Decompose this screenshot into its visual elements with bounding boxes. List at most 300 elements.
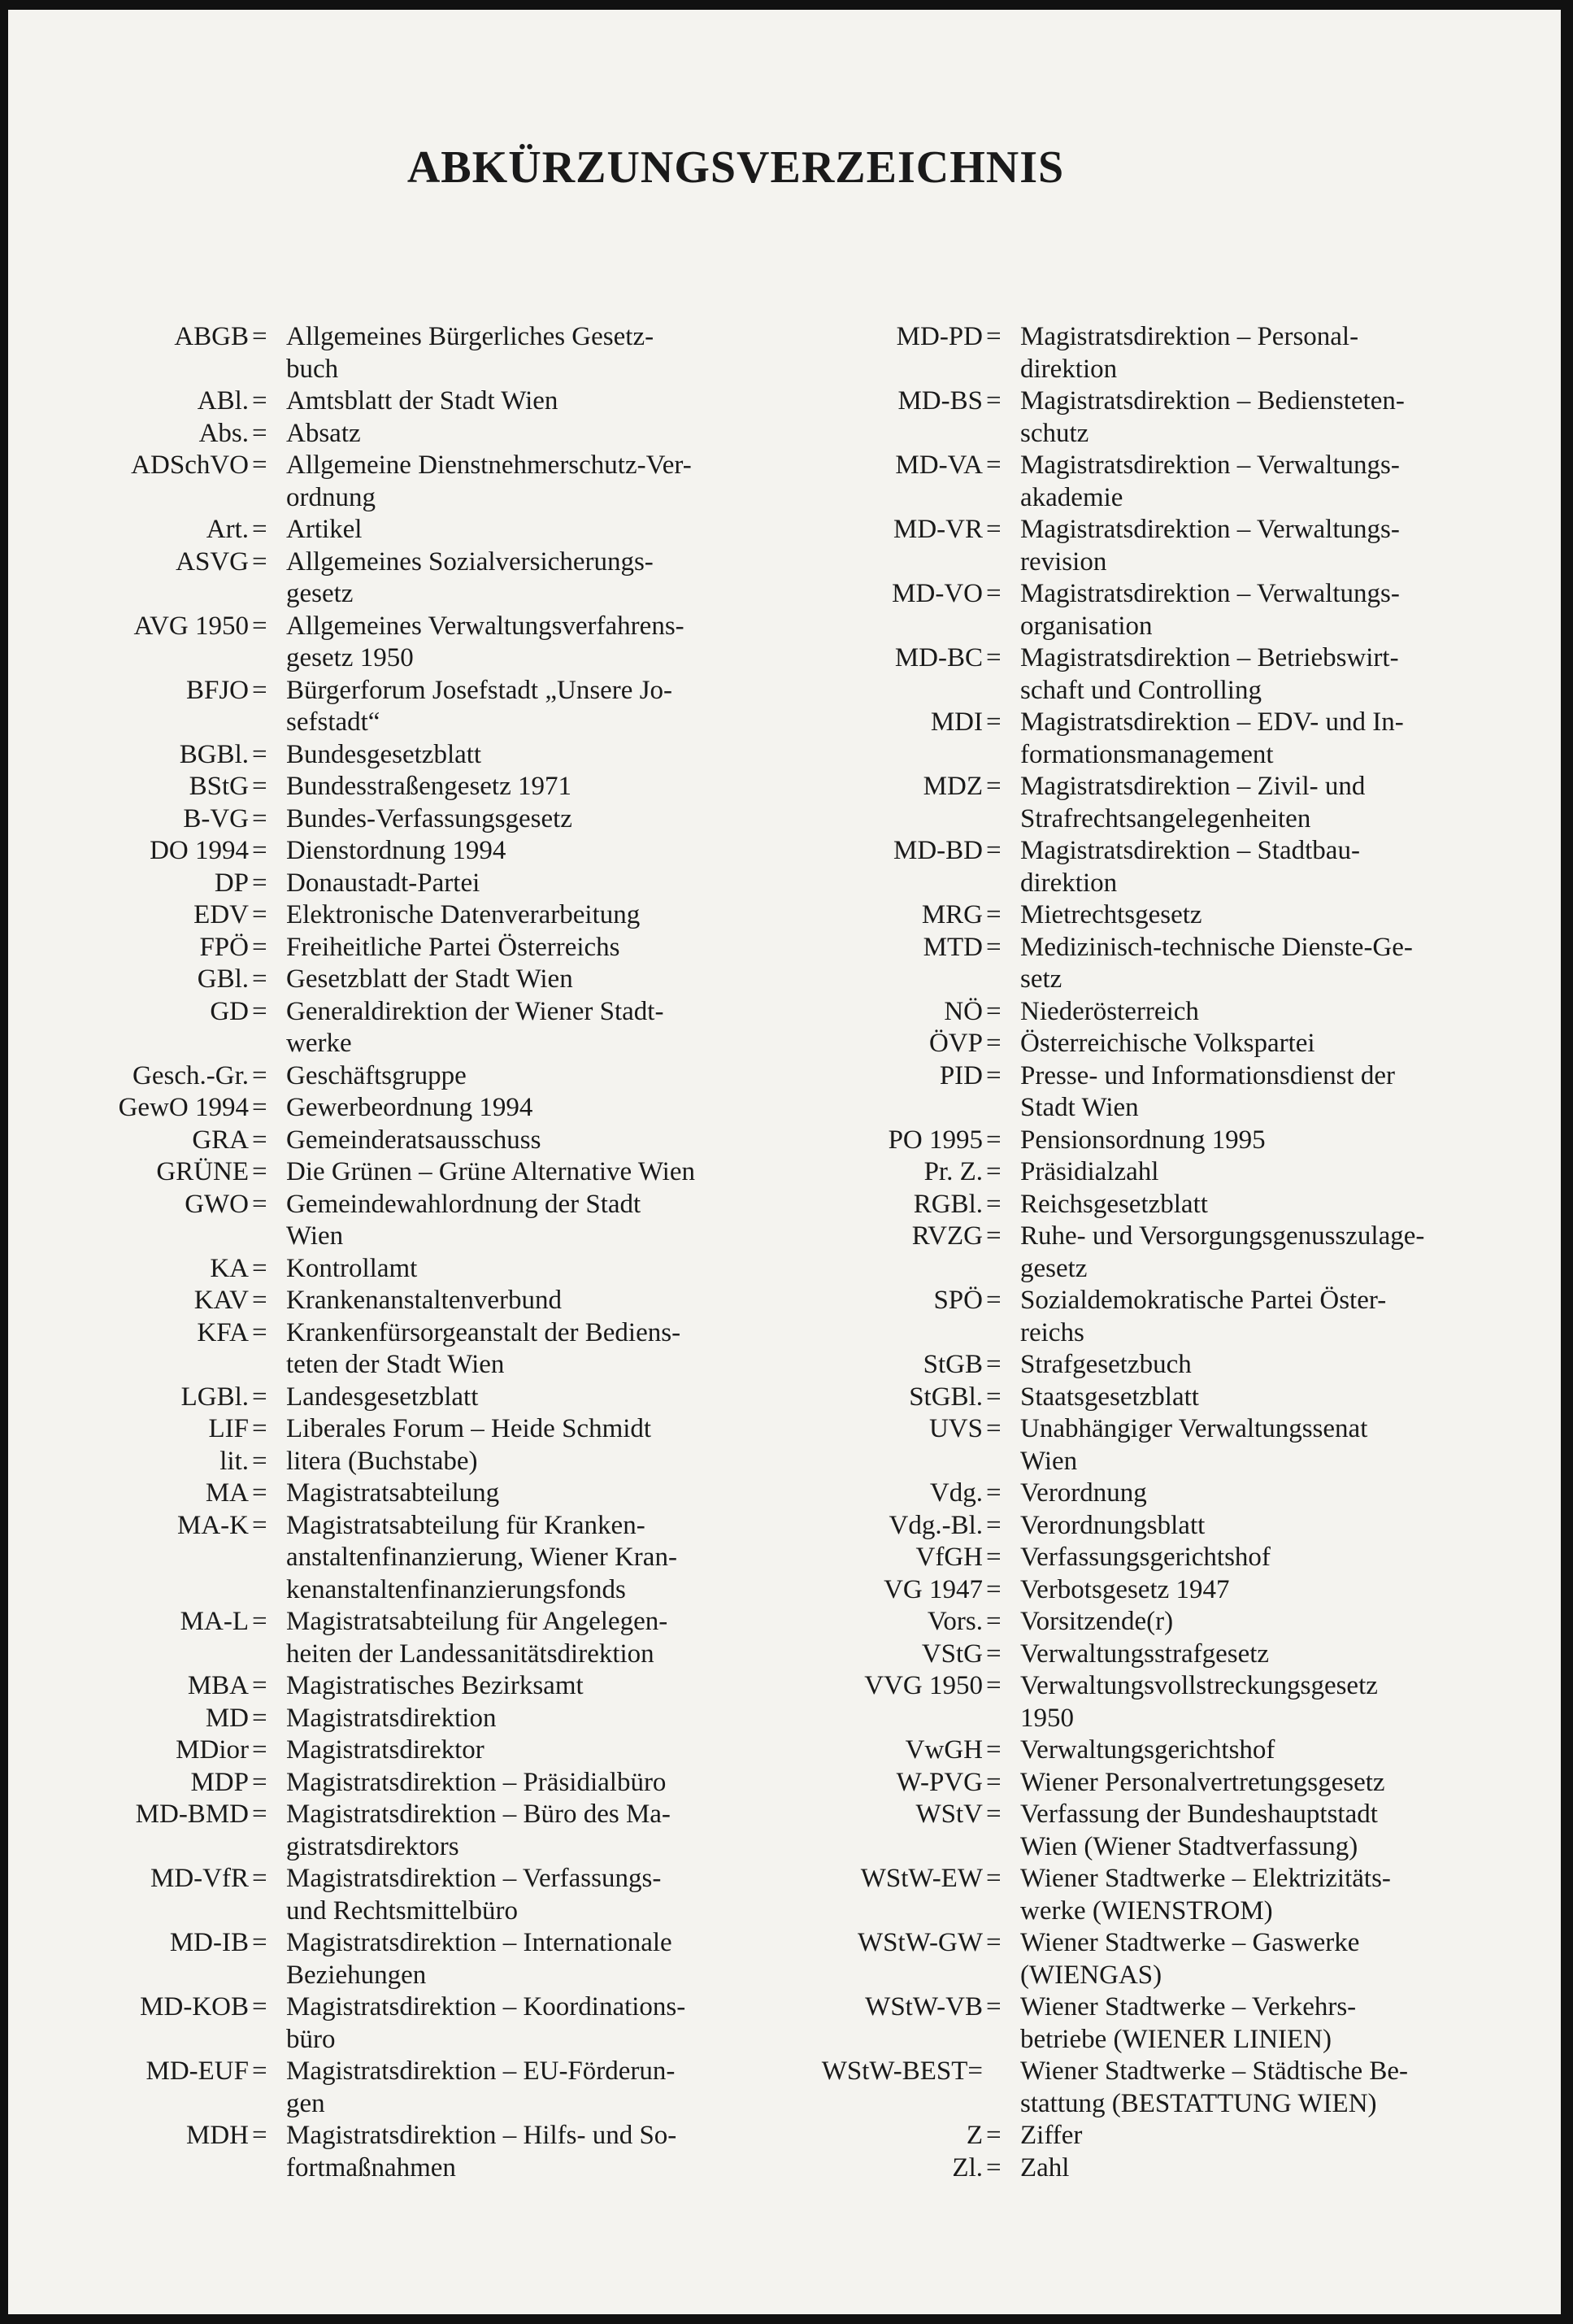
equals-sign: = xyxy=(986,1992,1002,2022)
abbreviation-term: MTD xyxy=(923,932,983,962)
abbreviation-term: Vors. xyxy=(927,1607,983,1636)
abbreviation-term: VfGH xyxy=(915,1543,983,1572)
abbreviation-definition: Verfassung der Bundeshauptstadt Wien (Wiener Stadtverfassung) xyxy=(1020,1800,1378,1861)
abbreviation-definition: Dienstordnung 1994 xyxy=(286,836,506,865)
equals-sign: = xyxy=(252,932,267,962)
abbreviation-term: UVS xyxy=(928,1414,983,1443)
abbreviation-entry xyxy=(768,707,1500,771)
abbreviation-term: MD-BD xyxy=(893,836,983,865)
abbreviation-term: ASVG xyxy=(176,546,249,577)
equals-sign: = xyxy=(252,1864,267,1893)
equals-sign: = xyxy=(986,1928,1002,1957)
abbreviation-definition: Magistratsdirektion – Stadtbau- direktion xyxy=(1020,836,1360,898)
abbreviation-term: MD-BC xyxy=(894,643,983,672)
abbreviation-definition: Magistratsdirektion – Büro des Ma- gistratsdirektors xyxy=(286,1800,671,1861)
abbreviation-definition: Pensionsordnung 1995 xyxy=(1020,1125,1266,1155)
equals-sign: = xyxy=(986,450,1002,480)
equals-sign: = xyxy=(252,515,267,544)
abbreviation-definition: Verfassungsgerichtshof xyxy=(1020,1543,1271,1572)
equals-sign: = xyxy=(986,1767,1002,1797)
equals-sign: = xyxy=(252,868,267,898)
abbreviation-term: StGB xyxy=(923,1350,983,1379)
abbreviation-term: ADSchVO xyxy=(131,450,249,480)
equals-sign: = xyxy=(252,1157,267,1186)
abbreviation-definition: Mietrechtsgesetz xyxy=(1020,900,1202,929)
abbreviation-entry xyxy=(768,1670,1500,1734)
abbreviation-definition: Freiheitliche Partei Österreichs xyxy=(286,932,620,962)
abbreviation-term: MD-VO xyxy=(892,579,983,608)
abbreviation-term: GRA xyxy=(192,1125,249,1155)
abbreviation-entry xyxy=(768,1991,1500,2056)
abbreviation-definition: Magistratsdirektion – Betriebswirt- schaft und Controlling xyxy=(1020,643,1399,705)
abbreviation-term: WStW-GW xyxy=(858,1928,983,1957)
abbreviation-entry xyxy=(8,1510,740,1607)
abbreviation-term: lit. xyxy=(219,1446,249,1476)
abbreviation-entry xyxy=(8,1189,740,1253)
equals-sign: = xyxy=(252,450,267,480)
abbreviation-definition: Bürgerforum Josefstadt „Unsere Jo- sefstadt“ xyxy=(286,675,673,737)
abbreviation-definition: litera (Buchstabe) xyxy=(286,1446,478,1476)
abbreviation-entry xyxy=(768,1349,1500,1382)
abbreviation-entry xyxy=(8,835,740,868)
abbreviation-definition: Gemeinderatsausschuss xyxy=(286,1125,541,1155)
abbreviation-term: KA xyxy=(210,1253,249,1283)
abbreviation-definition: Verwaltungsgerichtshof xyxy=(1020,1735,1275,1765)
abbreviation-entry xyxy=(8,1317,740,1382)
abbreviation-definition: Niederösterreich xyxy=(1020,996,1199,1026)
abbreviation-entry xyxy=(8,2120,740,2184)
abbreviation-term: Vdg. xyxy=(929,1478,983,1508)
equals-sign: = xyxy=(986,772,1002,801)
abbreviation-entry xyxy=(768,1060,1500,1125)
abbreviation-definition: Medizinisch-technische Dienste-Ge- setz xyxy=(1020,932,1413,994)
abbreviation-term: DP xyxy=(214,868,249,898)
abbreviation-definition: Magistratsdirektion xyxy=(286,1703,497,1733)
abbreviation-definition: Österreichische Volkspartei xyxy=(1020,1029,1315,1058)
abbreviation-term: WStV xyxy=(915,1800,983,1829)
abbreviation-entry xyxy=(768,771,1500,835)
abbreviation-definition: Donaustadt-Partei xyxy=(286,868,480,898)
abbreviation-term: FPÖ xyxy=(199,932,249,962)
abbreviation-entry xyxy=(768,1510,1500,1543)
abbreviation-definition: Absatz xyxy=(286,418,361,448)
abbreviation-definition: Allgemeines Bürgerliches Gesetz- buch xyxy=(286,322,654,384)
abbreviation-term: PO 1995 xyxy=(888,1125,983,1155)
abbreviation-entry xyxy=(8,1125,740,1157)
equals-sign: = xyxy=(252,1060,267,1090)
abbreviation-term: MD-EUF xyxy=(146,2056,249,2086)
equals-sign: = xyxy=(986,322,1002,351)
abbreviation-entry xyxy=(8,546,740,611)
abbreviation-term: W-PVG xyxy=(896,1767,983,1797)
equals-sign: = xyxy=(252,1928,267,1957)
abbreviation-entry xyxy=(768,1639,1500,1671)
equals-sign: = xyxy=(986,643,1002,672)
abbreviation-definition: Verbotsgesetz 1947 xyxy=(1020,1574,1230,1604)
abbreviation-term: ABGB xyxy=(174,322,249,351)
equals-sign: = xyxy=(986,1671,1002,1700)
abbreviation-entry xyxy=(768,1927,1500,1991)
equals-sign: = xyxy=(252,964,267,994)
equals-sign: = xyxy=(986,1864,1002,1893)
abbreviation-definition: Krankenanstaltenverbund xyxy=(286,1286,563,1315)
abbreviation-term: WStW-BEST= xyxy=(821,2056,983,2086)
equals-sign: = xyxy=(252,1671,267,1700)
abbreviation-definition: Sozialdemokratische Partei Öster- reichs xyxy=(1020,1286,1387,1347)
abbreviation-definition: Magistratsdirektion – Bediensteten- schutz xyxy=(1020,386,1405,448)
abbreviation-definition: Artikel xyxy=(286,515,363,544)
abbreviation-term: MDH xyxy=(185,2121,249,2150)
abbreviation-term: VG 1947 xyxy=(884,1574,983,1604)
abbreviation-term: MD-VR xyxy=(893,515,983,544)
equals-sign: = xyxy=(986,386,1002,416)
equals-sign: = xyxy=(252,611,267,641)
abbreviation-term: MD-VfR xyxy=(150,1864,249,1893)
abbreviation-entry xyxy=(768,1799,1500,1863)
abbreviation-term: GRÜNE xyxy=(156,1157,249,1186)
abbreviation-term: GewO 1994 xyxy=(118,1093,249,1122)
abbreviation-entry xyxy=(8,418,740,450)
abbreviation-term: LIF xyxy=(208,1414,249,1443)
abbreviation-term: Gesch.-Gr. xyxy=(133,1060,249,1090)
abbreviation-term: KFA xyxy=(197,1317,249,1347)
abbreviation-definition: Kontrollamt xyxy=(286,1253,418,1283)
abbreviation-term: MRG xyxy=(921,900,983,929)
equals-sign: = xyxy=(986,2121,1002,2150)
abbreviation-definition: Gesetzblatt der Stadt Wien xyxy=(286,964,573,994)
abbreviation-entry xyxy=(8,1703,740,1735)
abbreviation-term: Z xyxy=(966,2121,983,2150)
abbreviation-term: EDV xyxy=(193,900,249,929)
abbreviation-definition: Magistratsdirektion – Koordinations- büro xyxy=(286,1992,686,2054)
abbreviation-entry xyxy=(768,1189,1500,1221)
abbreviation-definition: Verordnung xyxy=(1020,1478,1147,1508)
abbreviation-term: MD xyxy=(205,1703,249,1733)
equals-sign: = xyxy=(986,1221,1002,1251)
document-page xyxy=(8,10,1561,2314)
abbreviation-entry xyxy=(8,932,740,964)
abbreviation-term: Abs. xyxy=(198,418,249,448)
equals-sign: = xyxy=(986,1735,1002,1765)
equals-sign: = xyxy=(252,386,267,416)
abbreviation-definition: Allgemeines Verwaltungsverfahrens- gesetz 1950 xyxy=(286,611,684,672)
abbreviation-entry xyxy=(768,2120,1500,2152)
equals-sign: = xyxy=(986,1286,1002,1315)
abbreviation-entry xyxy=(768,2056,1500,2120)
abbreviation-entry xyxy=(8,514,740,546)
equals-sign: = xyxy=(986,1639,1002,1669)
abbreviation-definition: Magistratsdirektion – Internationale Beziehungen xyxy=(286,1928,672,1990)
abbreviation-definition: Magistratsdirektion – Hilfs- und So- fortmaßnahmen xyxy=(286,2121,677,2183)
abbreviation-term: WStW-VB xyxy=(865,1992,983,2022)
equals-sign: = xyxy=(986,515,1002,544)
abbreviation-definition: Strafgesetzbuch xyxy=(1020,1350,1192,1379)
abbreviation-definition: Landesgesetzblatt xyxy=(286,1382,479,1412)
equals-sign: = xyxy=(252,322,267,351)
abbreviation-term: MA-K xyxy=(177,1510,249,1540)
abbreviation-entry xyxy=(8,1413,740,1446)
abbreviation-term: KAV xyxy=(193,1286,249,1315)
abbreviation-definition: Wiener Personalvertretungsgesetz xyxy=(1020,1767,1385,1797)
abbreviation-entry xyxy=(8,1092,740,1125)
abbreviation-entry xyxy=(768,1734,1500,1767)
abbreviation-term: Art. xyxy=(206,515,249,544)
abbreviation-entry xyxy=(768,932,1500,996)
equals-sign: = xyxy=(986,900,1002,929)
equals-sign: = xyxy=(986,1350,1002,1379)
abbreviation-definition: Bundesgesetzblatt xyxy=(286,739,482,769)
equals-sign: = xyxy=(986,1060,1002,1090)
abbreviation-term: RVZG xyxy=(911,1221,983,1251)
equals-sign: = xyxy=(252,1286,267,1315)
abbreviation-definition: Magistratsabteilung für Kranken- anstaltenfinanzierung, Wiener Kran- kenanstaltenfinanzierungsfonds xyxy=(286,1510,677,1604)
abbreviation-list-left xyxy=(8,321,740,2184)
equals-sign: = xyxy=(252,1992,267,2022)
abbreviation-definition: Verwaltungsvollstreckungsgesetz 1950 xyxy=(1020,1671,1378,1733)
abbreviation-term: MD-BMD xyxy=(135,1800,249,1829)
abbreviation-definition: Magistratsdirektion – Präsidialbüro xyxy=(286,1767,667,1797)
abbreviation-definition: Amtsblatt der Stadt Wien xyxy=(286,386,558,416)
abbreviation-entry xyxy=(8,1285,740,1317)
abbreviation-definition: Magistratsdirektor xyxy=(286,1735,485,1765)
abbreviation-entry xyxy=(8,1446,740,1478)
abbreviation-definition: Präsidialzahl xyxy=(1020,1157,1159,1186)
abbreviation-definition: Magistratsabteilung xyxy=(286,1478,500,1508)
abbreviation-entry xyxy=(768,1863,1500,1927)
abbreviation-definition: Magistratsdirektion – Verwaltungs- akademie xyxy=(1020,450,1400,512)
abbreviation-term: MD-VA xyxy=(895,450,983,480)
abbreviation-definition: Liberales Forum – Heide Schmidt xyxy=(286,1414,652,1443)
abbreviation-list-right xyxy=(768,321,1500,2184)
abbreviation-definition: Presse- und Informationsdienst der Stadt Wien xyxy=(1020,1060,1395,1122)
abbreviation-entry xyxy=(8,1253,740,1286)
equals-sign: = xyxy=(986,1382,1002,1412)
abbreviation-entry xyxy=(768,321,1500,385)
equals-sign: = xyxy=(986,1029,1002,1058)
equals-sign xyxy=(983,2056,1002,2120)
abbreviation-entry xyxy=(768,1382,1500,1414)
abbreviation-entry xyxy=(768,1478,1500,1510)
abbreviation-entry xyxy=(768,385,1500,450)
abbreviation-term: GD xyxy=(210,996,249,1026)
equals-sign: = xyxy=(252,1703,267,1733)
abbreviation-entry xyxy=(8,868,740,900)
abbreviation-definition: Ruhe- und Versorgungsgenusszulage- gesetz xyxy=(1020,1221,1425,1283)
abbreviation-term: WStW-EW xyxy=(860,1864,983,1893)
equals-sign: = xyxy=(252,1093,267,1122)
abbreviation-definition: Reichsgesetzblatt xyxy=(1020,1189,1208,1219)
equals-sign: = xyxy=(252,1414,267,1443)
abbreviation-definition: Magistratsdirektion – Verwaltungs- revision xyxy=(1020,515,1400,577)
abbreviation-entry xyxy=(8,1156,740,1189)
abbreviation-definition: Wiener Stadtwerke – Gaswerke (WIENGAS) xyxy=(1020,1928,1360,1990)
equals-sign: = xyxy=(252,675,267,705)
abbreviation-entry xyxy=(8,1927,740,1991)
equals-sign: = xyxy=(252,1478,267,1508)
abbreviation-term: MD-IB xyxy=(169,1928,249,1957)
equals-sign: = xyxy=(252,418,267,448)
abbreviation-definition: Bundesstraßengesetz 1971 xyxy=(286,772,571,801)
abbreviation-term: MDZ xyxy=(923,772,983,801)
equals-sign: = xyxy=(252,1767,267,1797)
abbreviation-entry xyxy=(768,1767,1500,1800)
abbreviation-term: GBl. xyxy=(197,964,249,994)
abbreviation-term: MDP xyxy=(190,1767,249,1797)
abbreviation-entry xyxy=(8,2056,740,2120)
abbreviation-entry xyxy=(8,611,740,675)
abbreviation-term: MD-PD xyxy=(896,322,983,351)
abbreviation-term: BStG xyxy=(189,772,249,801)
abbreviation-entry xyxy=(8,385,740,418)
equals-sign: = xyxy=(252,1735,267,1765)
page-title: ABKÜRZUNGSVERZEICHNIS xyxy=(406,142,1065,193)
abbreviation-definition: Generaldirektion der Wiener Stadt- werke xyxy=(286,996,664,1058)
equals-sign: = xyxy=(986,1478,1002,1508)
equals-sign: = xyxy=(252,1446,267,1476)
abbreviation-term: GWO xyxy=(185,1189,249,1219)
abbreviation-entry xyxy=(8,964,740,996)
abbreviation-entry xyxy=(8,1478,740,1510)
equals-sign: = xyxy=(986,1574,1002,1604)
equals-sign: = xyxy=(986,1125,1002,1155)
abbreviation-entry xyxy=(768,835,1500,899)
abbreviation-entry xyxy=(768,1574,1500,1607)
abbreviation-term: MBA xyxy=(187,1671,249,1700)
abbreviation-definition: Magistratsdirektion – EU-Förderun- gen xyxy=(286,2056,676,2118)
equals-sign: = xyxy=(986,1157,1002,1186)
abbreviation-entry xyxy=(8,1799,740,1863)
abbreviation-entry xyxy=(768,1156,1500,1189)
abbreviation-definition: Gemeindewahlordnung der Stadt Wien xyxy=(286,1189,641,1251)
abbreviation-entry xyxy=(8,675,740,739)
equals-sign: = xyxy=(252,1510,267,1540)
abbreviation-entry xyxy=(8,771,740,803)
abbreviation-term: MD-KOB xyxy=(140,1992,249,2022)
equals-sign: = xyxy=(252,739,267,769)
abbreviation-definition: Staatsgesetzblatt xyxy=(1020,1382,1199,1412)
equals-sign: = xyxy=(986,836,1002,865)
abbreviation-definition: Die Grünen – Grüne Alternative Wien xyxy=(286,1157,695,1186)
abbreviation-term: NÖ xyxy=(944,996,983,1026)
abbreviation-term: Pr. Z. xyxy=(923,1157,983,1186)
equals-sign: = xyxy=(986,1414,1002,1443)
abbreviation-definition: Gewerbeordnung 1994 xyxy=(286,1093,533,1122)
abbreviation-definition: Verwaltungsstrafgesetz xyxy=(1020,1639,1270,1669)
equals-sign: = xyxy=(252,1125,267,1155)
abbreviation-definition: Wiener Stadtwerke – Verkehrs- betriebe (WIENER LINIEN) xyxy=(1020,1992,1357,2054)
abbreviation-term: RGBl. xyxy=(913,1189,983,1219)
abbreviation-term: VStG xyxy=(921,1639,983,1669)
equals-sign: = xyxy=(252,900,267,929)
abbreviation-entry xyxy=(768,578,1500,642)
equals-sign: = xyxy=(252,1189,267,1219)
abbreviation-entry xyxy=(768,1125,1500,1157)
abbreviation-entry xyxy=(768,642,1500,707)
equals-sign: = xyxy=(252,1382,267,1412)
abbreviation-entry xyxy=(8,1606,740,1670)
abbreviation-term: MA xyxy=(205,1478,249,1508)
abbreviation-entry xyxy=(768,1221,1500,1285)
equals-sign: = xyxy=(252,803,267,833)
abbreviation-definition: Magistratsdirektion – Verwaltungs- organisation xyxy=(1020,579,1400,641)
abbreviation-definition: Magistratisches Bezirksamt xyxy=(286,1671,584,1700)
equals-sign: = xyxy=(986,2152,1002,2183)
abbreviation-entry xyxy=(8,1060,740,1093)
abbreviation-definition: Bundes-Verfassungsgesetz xyxy=(286,803,572,833)
abbreviation-entry xyxy=(768,2152,1500,2185)
abbreviation-term: PID xyxy=(939,1060,983,1090)
equals-sign: = xyxy=(252,2121,267,2150)
abbreviation-term: ÖVP xyxy=(928,1029,983,1058)
equals-sign: = xyxy=(986,1189,1002,1219)
abbreviation-entry xyxy=(8,450,740,514)
abbreviation-definition: Ziffer xyxy=(1020,2121,1083,2150)
abbreviation-term: VwGH xyxy=(905,1735,983,1765)
abbreviation-entry xyxy=(768,450,1500,514)
abbreviation-term: LGBl. xyxy=(180,1382,249,1412)
abbreviation-entry xyxy=(8,1991,740,2056)
abbreviation-term: BFJO xyxy=(185,675,249,705)
equals-sign: = xyxy=(986,707,1002,737)
abbreviation-definition: Zahl xyxy=(1020,2152,1070,2183)
abbreviation-entry xyxy=(8,739,740,772)
abbreviation-definition: Elektronische Datenverarbeitung xyxy=(286,900,641,929)
equals-sign: = xyxy=(252,1800,267,1829)
abbreviation-term: StGBl. xyxy=(909,1382,983,1412)
abbreviation-entry xyxy=(768,1542,1500,1574)
abbreviation-definition: Magistratsdirektion – Verfassungs- und Rechtsmittelbüro xyxy=(286,1864,662,1926)
abbreviation-entry xyxy=(768,1606,1500,1639)
equals-sign: = xyxy=(986,1800,1002,1829)
abbreviation-definition: Allgemeine Dienstnehmerschutz-Ver- ordnung xyxy=(286,450,692,512)
abbreviation-entry xyxy=(8,321,740,385)
abbreviation-term: AVG 1950 xyxy=(133,611,249,641)
abbreviation-term: ABl. xyxy=(197,386,249,416)
equals-sign: = xyxy=(252,1607,267,1636)
abbreviation-definition: Unabhängiger Verwaltungssenat Wien xyxy=(1020,1414,1368,1476)
abbreviation-term: SPÖ xyxy=(933,1286,983,1315)
equals-sign: = xyxy=(986,996,1002,1026)
abbreviation-definition: Magistratsdirektion – Zivil- und Strafrechtsangelegenheiten xyxy=(1020,772,1366,833)
equals-sign: = xyxy=(252,836,267,865)
abbreviation-term: MA-L xyxy=(180,1607,249,1636)
abbreviation-term: VVG 1950 xyxy=(864,1671,983,1700)
abbreviation-entry xyxy=(768,514,1500,578)
abbreviation-entry xyxy=(768,1413,1500,1478)
abbreviation-definition: Geschäftsgruppe xyxy=(286,1060,467,1090)
abbreviation-term: B-VG xyxy=(183,803,249,833)
abbreviation-entry xyxy=(768,1285,1500,1349)
abbreviation-definition: Wiener Stadtwerke – Elektrizitäts- werke (WIENSTROM) xyxy=(1020,1864,1391,1926)
equals-sign: = xyxy=(252,772,267,801)
abbreviation-definition: Wiener Stadtwerke – Städtische Be- stattung (BESTATTUNG WIEN) xyxy=(1020,2056,1409,2118)
abbreviation-term: Vdg.-Bl. xyxy=(889,1510,983,1540)
abbreviation-term: MDI xyxy=(930,707,983,737)
equals-sign: = xyxy=(986,579,1002,608)
abbreviation-entry xyxy=(8,1382,740,1414)
abbreviation-definition: Magistratsdirektion – EDV- und In- formationsmanagement xyxy=(1020,707,1404,769)
equals-sign: = xyxy=(986,1607,1002,1636)
equals-sign: = xyxy=(252,1317,267,1347)
equals-sign: = xyxy=(986,932,1002,962)
equals-sign: = xyxy=(252,2056,267,2086)
abbreviation-definition: Verordnungsblatt xyxy=(1020,1510,1206,1540)
abbreviation-definition: Allgemeines Sozialversicherungs- gesetz xyxy=(286,546,654,608)
abbreviation-term: MD-BS xyxy=(897,386,983,416)
abbreviation-definition: Magistratsdirektion – Personal- direktion xyxy=(1020,322,1359,384)
abbreviation-entry xyxy=(8,996,740,1060)
abbreviation-entry xyxy=(8,1863,740,1927)
